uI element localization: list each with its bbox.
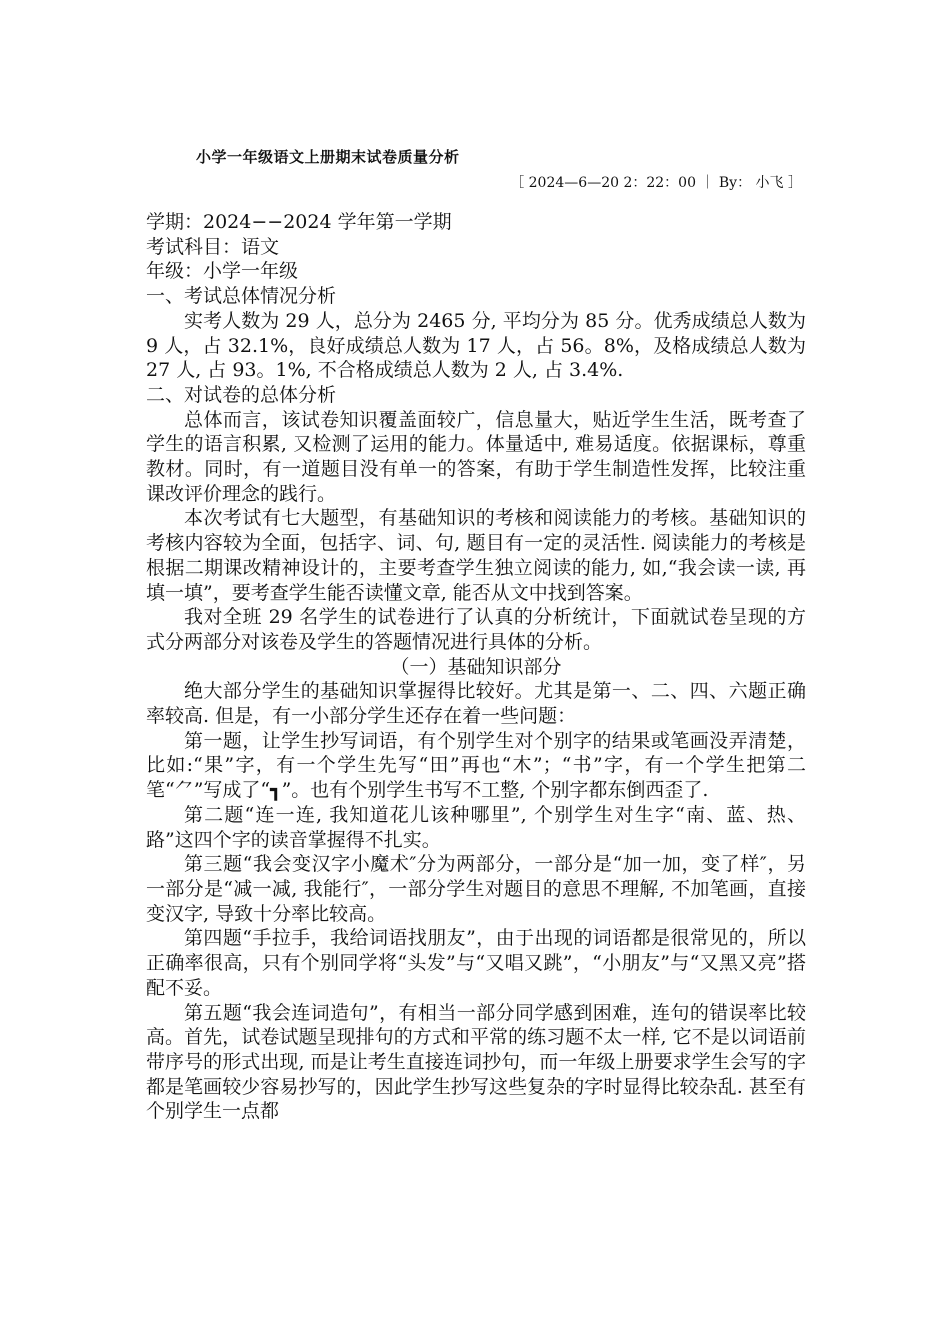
paragraph-question-1: 第一题，让学生抄写词语，有个别学生对个别字的结果或笔画没弄清楚，比如:“果”字，有一个学生先写“田”再也“木”；“书”字，有一个学生把第二笔“⺈”写成了“┓”。也有个别学生书写不工整, 个别字都东倒西歪了. — [146, 729, 806, 802]
section-heading-2: 二、对试卷的总体分析 — [146, 383, 337, 406]
paragraph-grade: 年级：小学一年级 — [146, 260, 299, 283]
document-title: 小学一年级语文上册期末试卷质量分析 — [196, 148, 460, 166]
paragraph-question-types: 本次考试有七大题型，有基础知识的考核和阅读能力的考核。基础知识的考核内容较为全面，包括字、词、句, 题目有一定的灵活性. 阅读能力的考核是根据二期课改精神设计的，主要考查学生独立阅读的能力, 如,“我会读一读, 再填一填”，要考查学生能否读懂文章, 能否从文中找到答案。 — [146, 507, 806, 604]
paragraph-analysis-intro: 我对全班 29 名学生的试卷进行了认真的分析统计，下面就试卷呈现的方式分两部分对该卷及学生的答题情况进行具体的分析。 — [146, 606, 806, 653]
paragraph-subject: 考试科目：语文 — [146, 235, 280, 258]
paragraph-question-3: 第三题“我会变汉字小魔术″分为两部分，一部分是“加一加，变了样″，另一部分是“减一减, 我能行″，一部分学生对题目的意思不理解, 不加笔画，直接变汉字, 导致十分率比较高。 — [146, 853, 806, 925]
paragraph-basics-summary: 绝大部分学生的基础知识掌握得比较好。尤其是第一、二、四、六题正确率较高. 但是，有一小部分学生还存在着一些问题： — [146, 680, 806, 728]
paragraph-statistics: 实考人数为 29 人，总分为 2465 分, 平均分为 85 分。优秀成绩总人数为 9 人，占 32.1%，良好成绩总人数为 17 人，占 56。8%，及格成绩总人数为 27 人, 占 93。1%, 不合格成绩总人数为 2 人, 占 3.4%. — [146, 309, 806, 382]
document-body — [146, 210, 806, 1124]
paragraph-question-5: 第五题“我会连词造句”，有相当一部分同学感到困难，连句的错误率比较高。首先，试卷试题呈现排句的方式和平常的练习题不太一样, 它不是以词语前带序号的形式出现, 而是让考生直接连词抄句，而一年级上册要求学生会写的字都是笔画较少容易抄写的，因此学生抄写这些复杂的字时显得比较杂乱. 甚至有个别学生一点都 — [146, 1001, 806, 1123]
paragraph-question-4: 第四题“手拉手，我给词语找朋友”，由于出现的词语都是很常见的，所以正确率很高，只有个别同学将“头发”与“又唱又跳”，“小朋友”与“又黑又亮”搭配不妥。 — [146, 927, 806, 999]
section-heading-1: 一、考试总体情况分析 — [146, 285, 337, 308]
paragraph-overall: 总体而言，该试卷知识覆盖面较广，信息量大，贴近学生生活，既考查了学生的语言积累, 又检测了运用的能力。体量适中, 难易适度。依据课标，尊重教材。同时，有一道题目没有单一的答案，有助于学生制造性发挥，比较注重课改评价理念的践行。 — [146, 408, 806, 505]
subsection-heading-basics: （一）基础知识部分 — [390, 655, 562, 678]
post-meta: ［ 2024—6—20 2：22：00 ｜ By： 小飞 ］ — [510, 175, 802, 191]
paragraph-question-2: 第二题“连一连, 我知道花儿该种哪里”, 个别学生对生字“南、蓝、热、路”这四个字的读音掌握得不扎实。 — [146, 803, 806, 851]
paragraph-term: 学期：2024−−2024 学年第一学期 — [146, 211, 452, 233]
